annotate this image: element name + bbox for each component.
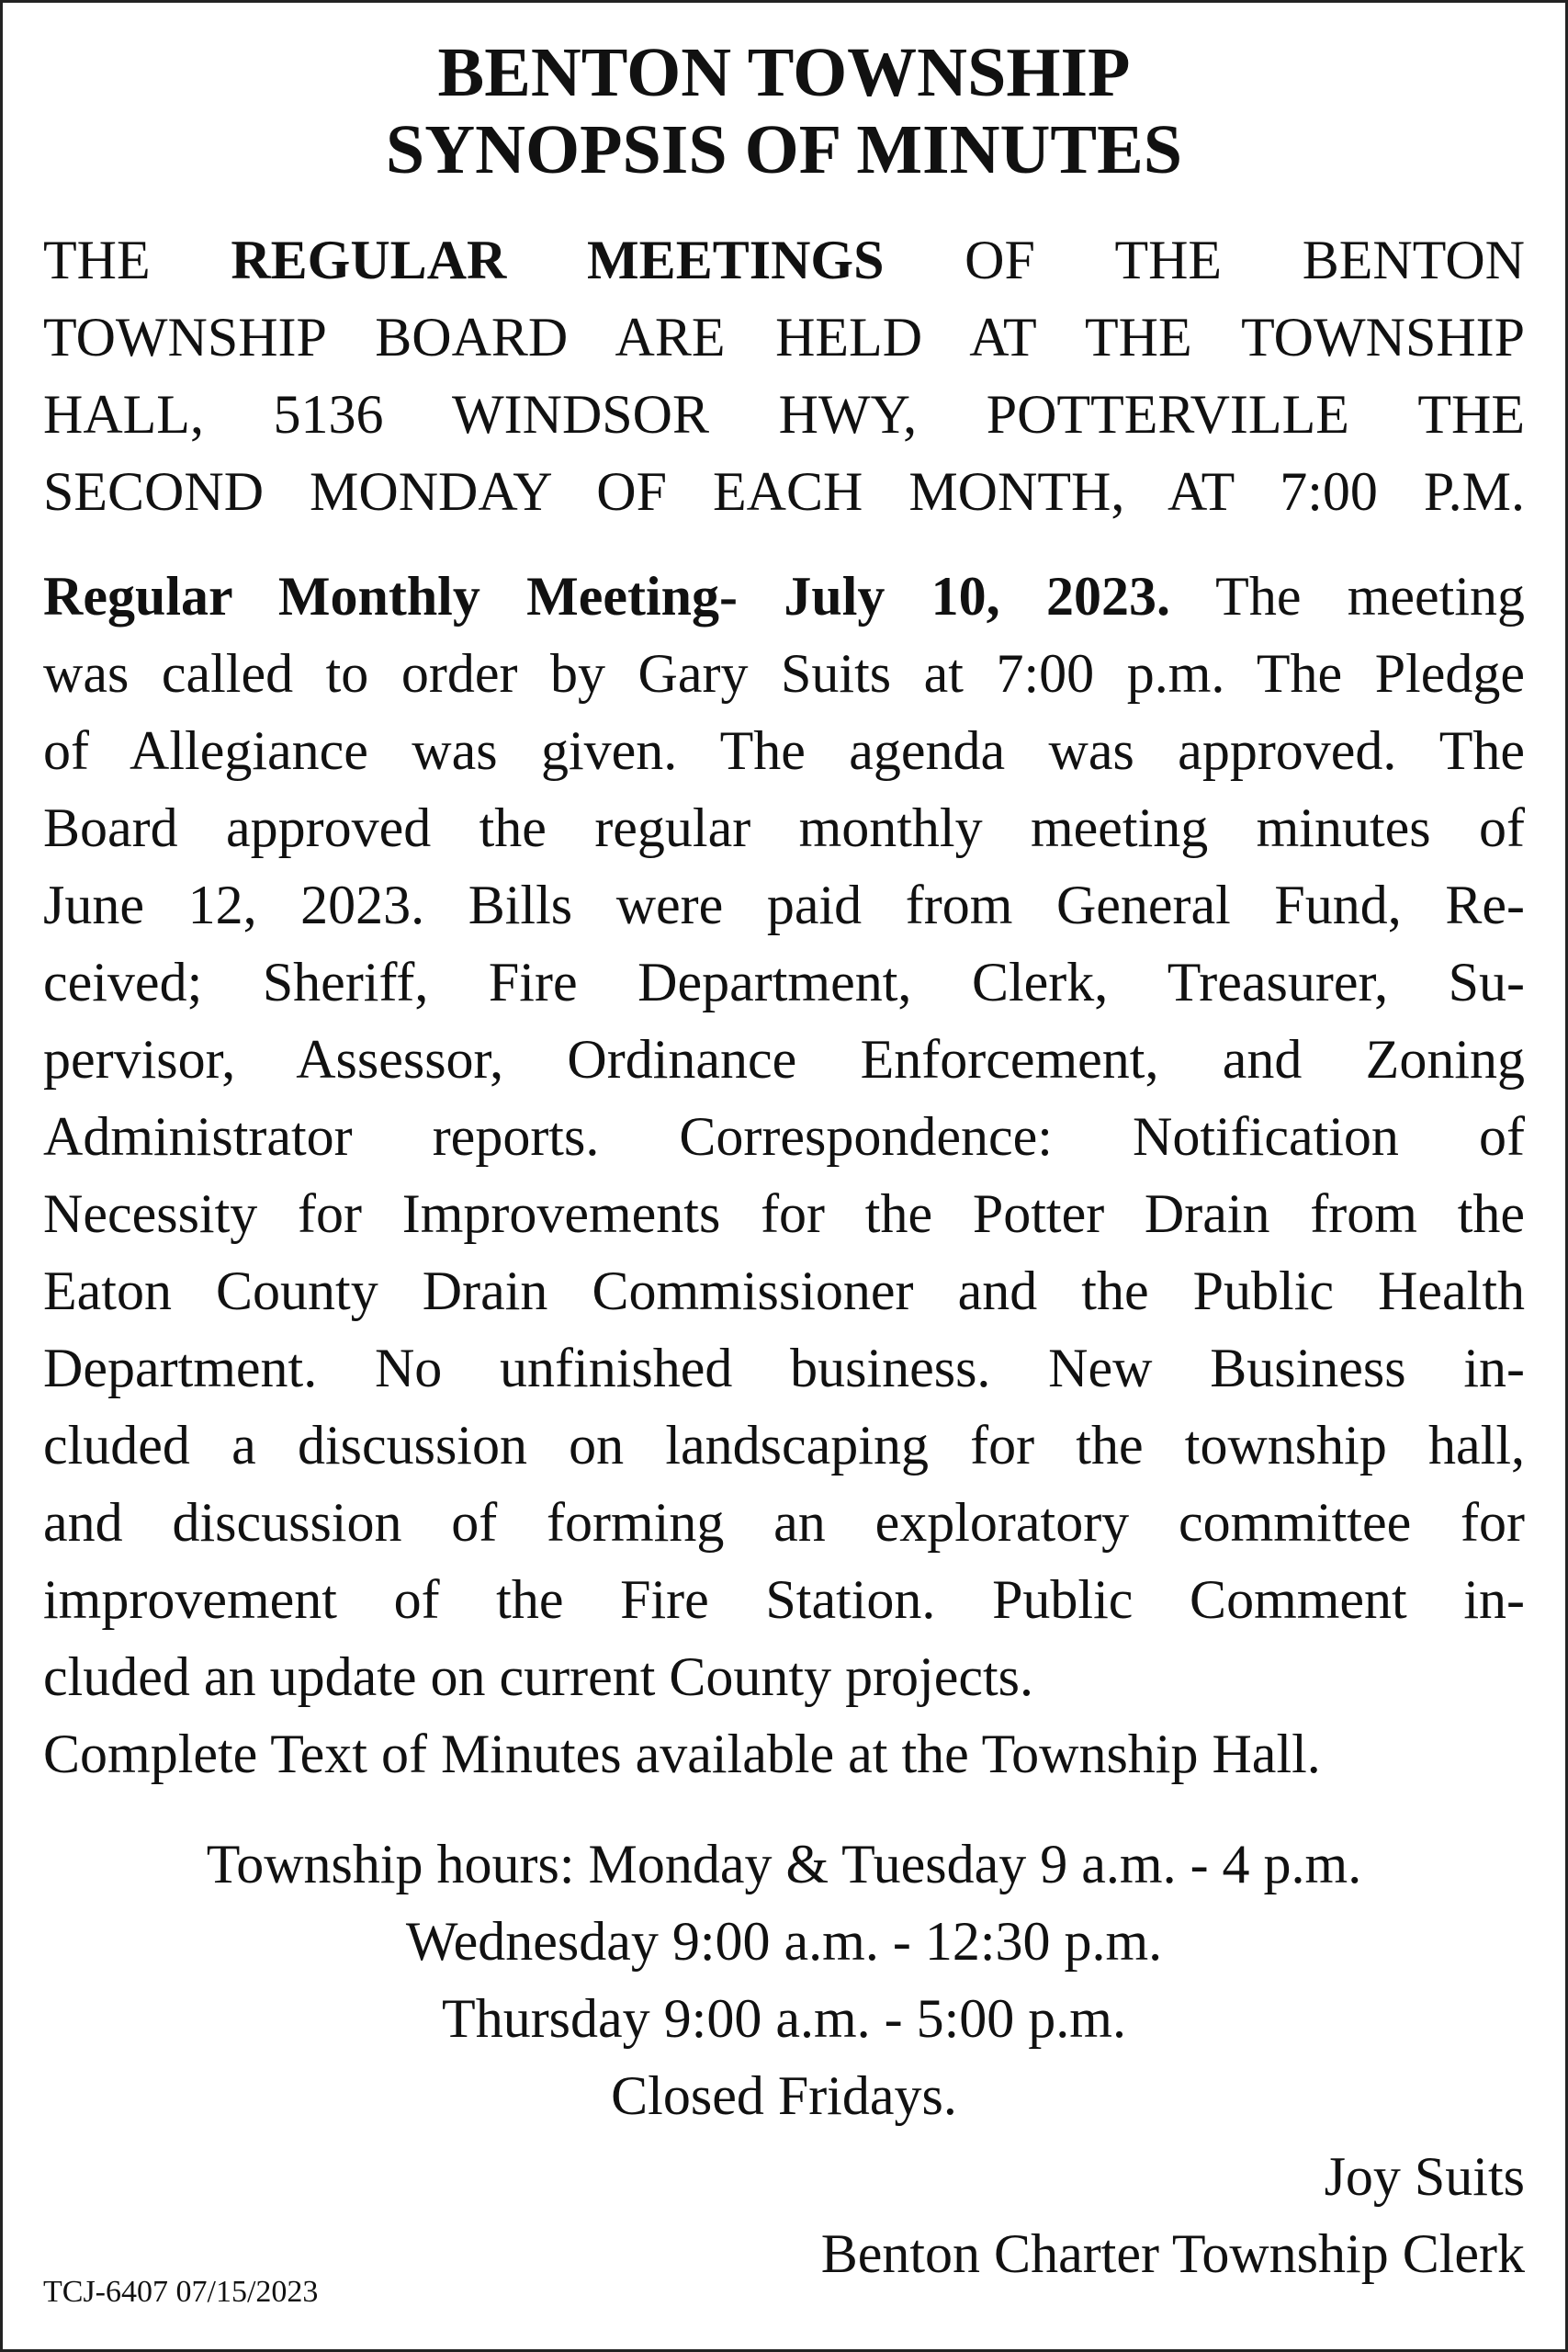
page-title (43, 34, 1525, 188)
schedule-line-2: TOWNSHIP BOARD ARE HELD AT THE TOWNSHIP (43, 307, 1525, 368)
schedule-line-3: HALL, 5136 WINDSOR HWY, POTTERVILLE THE (43, 384, 1525, 445)
schedule-prefix: THE (43, 230, 151, 290)
minutes-paragraph (43, 558, 1525, 1792)
township-hours (43, 1826, 1525, 2134)
minutes-line: ceived; Sheriff, Fire Department, Clerk, Treasurer, Su- (43, 952, 1525, 1012)
minutes-line-1 (43, 558, 1525, 635)
meeting-schedule-paragraph (43, 221, 1525, 530)
minutes-line-1-text: The meeting (1215, 566, 1526, 627)
signer-name: Joy Suits (1324, 2146, 1525, 2207)
minutes-line: improvement of the Fire Station. Public Comment in- (43, 1569, 1525, 1630)
title-line-1: BENTON TOWNSHIP (437, 34, 1131, 111)
minutes-line: Department. No unfinished business. New Business in- (43, 1338, 1525, 1398)
minutes-line: was called to order by Gary Suits at 7:00 p.m. The Pledge (43, 643, 1525, 704)
hours-line-wed: Wednesday 9:00 a.m. - 12:30 p.m. (405, 1911, 1163, 1972)
publication-reference: TCJ-6407 07/15/2023 (43, 2275, 319, 2309)
minutes-heading: Regular Monthly Meeting- July 10, 2023. (43, 566, 1170, 627)
schedule-line-1-rest: OF THE BENTON (964, 230, 1525, 290)
minutes-availability-line: Complete Text of Minutes available at the Township Hall. (43, 1724, 1321, 1784)
minutes-line: June 12, 2023. Bills were paid from General Fund, Re- (43, 875, 1525, 935)
minutes-line: and discussion of forming an exploratory committee for (43, 1492, 1525, 1553)
hours-line-fri: Closed Fridays. (611, 2065, 957, 2126)
hours-line-thu: Thursday 9:00 a.m. - 5:00 p.m. (442, 1988, 1126, 2049)
minutes-line: Board approved the regular monthly meeting minutes of (43, 797, 1525, 858)
signer-title: Benton Charter Township Clerk (820, 2223, 1525, 2284)
schedule-bold-text: REGULAR MEETINGS (231, 230, 885, 290)
schedule-line-4: SECOND MONDAY OF EACH MONTH, AT 7:00 P.M. (43, 461, 1525, 522)
minutes-line: pervisor, Assessor, Ordinance Enforcement, and Zoning (43, 1029, 1525, 1090)
title-line-2: SYNOPSIS OF MINUTES (385, 111, 1183, 188)
minutes-line: cluded a discussion on landscaping for the township hall, (43, 1415, 1525, 1476)
schedule-line-1 (43, 221, 1525, 299)
minutes-line: Necessity for Improvements for the Potter Drain from the (43, 1183, 1525, 1244)
minutes-line: of Allegiance was given. The agenda was approved. The (43, 720, 1525, 781)
signature-block (43, 2138, 1525, 2292)
minutes-line: cluded an update on current County projects. (43, 1646, 1034, 1707)
minutes-line: Administrator reports. Correspondence: Notification of (43, 1106, 1525, 1167)
hours-line-mon-tue: Township hours: Monday & Tuesday 9 a.m. - 4 p.m. (206, 1834, 1362, 1894)
minutes-line: Eaton County Drain Commissioner and the Public Health (43, 1261, 1525, 1321)
